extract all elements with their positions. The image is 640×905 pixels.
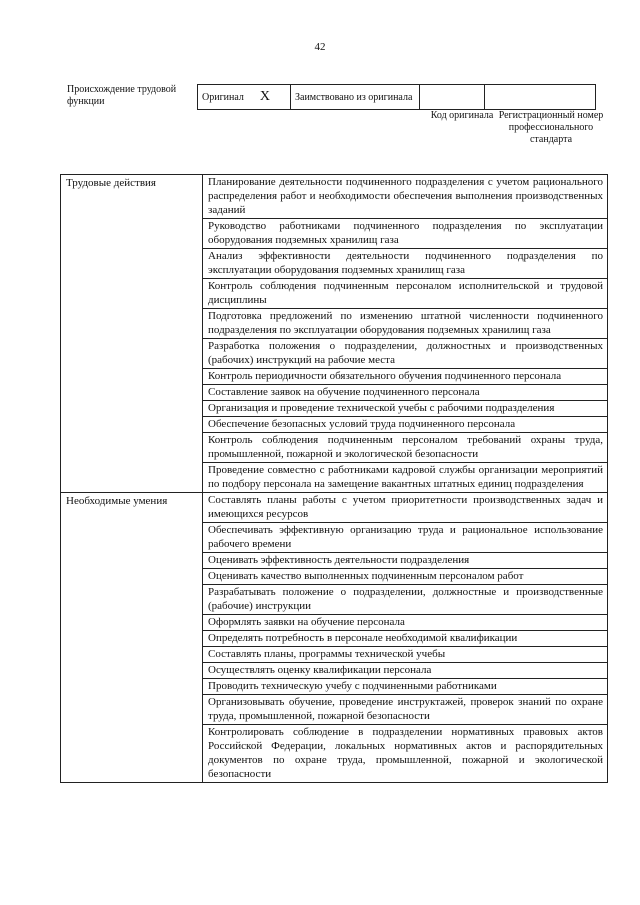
list-item: Оформлять заявки на обучение персонала	[203, 615, 608, 631]
original-label: Оригинал	[202, 92, 244, 103]
list-item: Подготовка предложений по изменению штатной численности подчиненного подразделения по эксплуатации оборудования подземных хранилищ газа	[203, 309, 608, 339]
list-item: Организация и проведение технической учебы с рабочими подразделения	[203, 401, 608, 417]
code-cell	[420, 85, 485, 110]
list-item: Проведение совместно с работниками кадровой службы организации мероприятий по подбору персонала на замещение вакантных штатных единиц подразделения	[203, 463, 608, 493]
list-item: Составлять планы работы с учетом приоритетности производственных задач и имеющихся ресурсов	[203, 493, 608, 523]
original-mark: X	[259, 89, 271, 104]
origin-table	[197, 84, 596, 110]
list-item: Обеспечивать эффективную организацию труда и рациональное использование рабочего времени	[203, 523, 608, 553]
list-item: Проводить техническую учебу с подчиненными работниками	[203, 679, 608, 695]
list-item: Разработка положения о подразделении, должностных и производственных (рабочих) инструкций на рабочие места	[203, 339, 608, 369]
list-item: Разрабатывать положение о подразделении, должностные и производственные (рабочие) инструкции	[203, 585, 608, 615]
section-title: Трудовые действия	[61, 175, 203, 493]
list-item: Оценивать качество выполненных подчиненным персоналом работ	[203, 569, 608, 585]
table-row	[61, 493, 608, 523]
reg-number-label: Регистрационный номер профессионального стандарта	[498, 110, 604, 145]
list-item: Осуществлять оценку квалификации персонала	[203, 663, 608, 679]
list-item: Оценивать эффективность деятельности подразделения	[203, 553, 608, 569]
list-item: Контролировать соблюдение в подразделении нормативных правовых актов Российской Федерации, локальных нормативных актов и распорядительных документов по охране труда, промышленной, пожарной и экологической безопасности	[203, 725, 608, 783]
list-item: Определять потребность в персонале необходимой квалификации	[203, 631, 608, 647]
list-item: Контроль соблюдения подчиненным персоналом требований охраны труда, промышленной, пожарной и экологической безопасности	[203, 433, 608, 463]
reg-number-cell	[485, 85, 596, 110]
list-item: Контроль периодичности обязательного обучения подчиненного персонала	[203, 369, 608, 385]
list-item: Анализ эффективности деятельности подчиненного подразделения по эксплуатации оборудования подземных хранилищ газа	[203, 249, 608, 279]
list-item: Контроль соблюдения подчиненным персоналом исполнительской и трудовой дисциплины	[203, 279, 608, 309]
original-cell	[198, 85, 291, 110]
list-item: Составлять планы, программы технической учебы	[203, 647, 608, 663]
list-item: Обеспечение безопасных условий труда подчиненного персонала	[203, 417, 608, 433]
list-item: Планирование деятельности подчиненного подразделения с учетом рационального распределения работ и необходимости обеспечения выполнения производственных заданий	[203, 175, 608, 219]
borrowed-cell: Заимствовано из оригинала	[291, 85, 420, 110]
code-original-label: Код оригинала	[430, 110, 494, 121]
section-title: Необходимые умения	[61, 493, 203, 783]
list-item: Руководство работниками подчиненного подразделения по эксплуатации оборудования подземных хранилищ газа	[203, 219, 608, 249]
origin-label: Происхождение трудовой функции	[67, 84, 177, 107]
labor-function-table	[60, 174, 608, 783]
table-row	[61, 175, 608, 219]
page-number: 42	[314, 41, 326, 53]
list-item: Организовывать обучение, проведение инструктажей, проверок знаний по охране труда, промышленной, пожарной безопасности	[203, 695, 608, 725]
list-item: Составление заявок на обучение подчиненного персонала	[203, 385, 608, 401]
